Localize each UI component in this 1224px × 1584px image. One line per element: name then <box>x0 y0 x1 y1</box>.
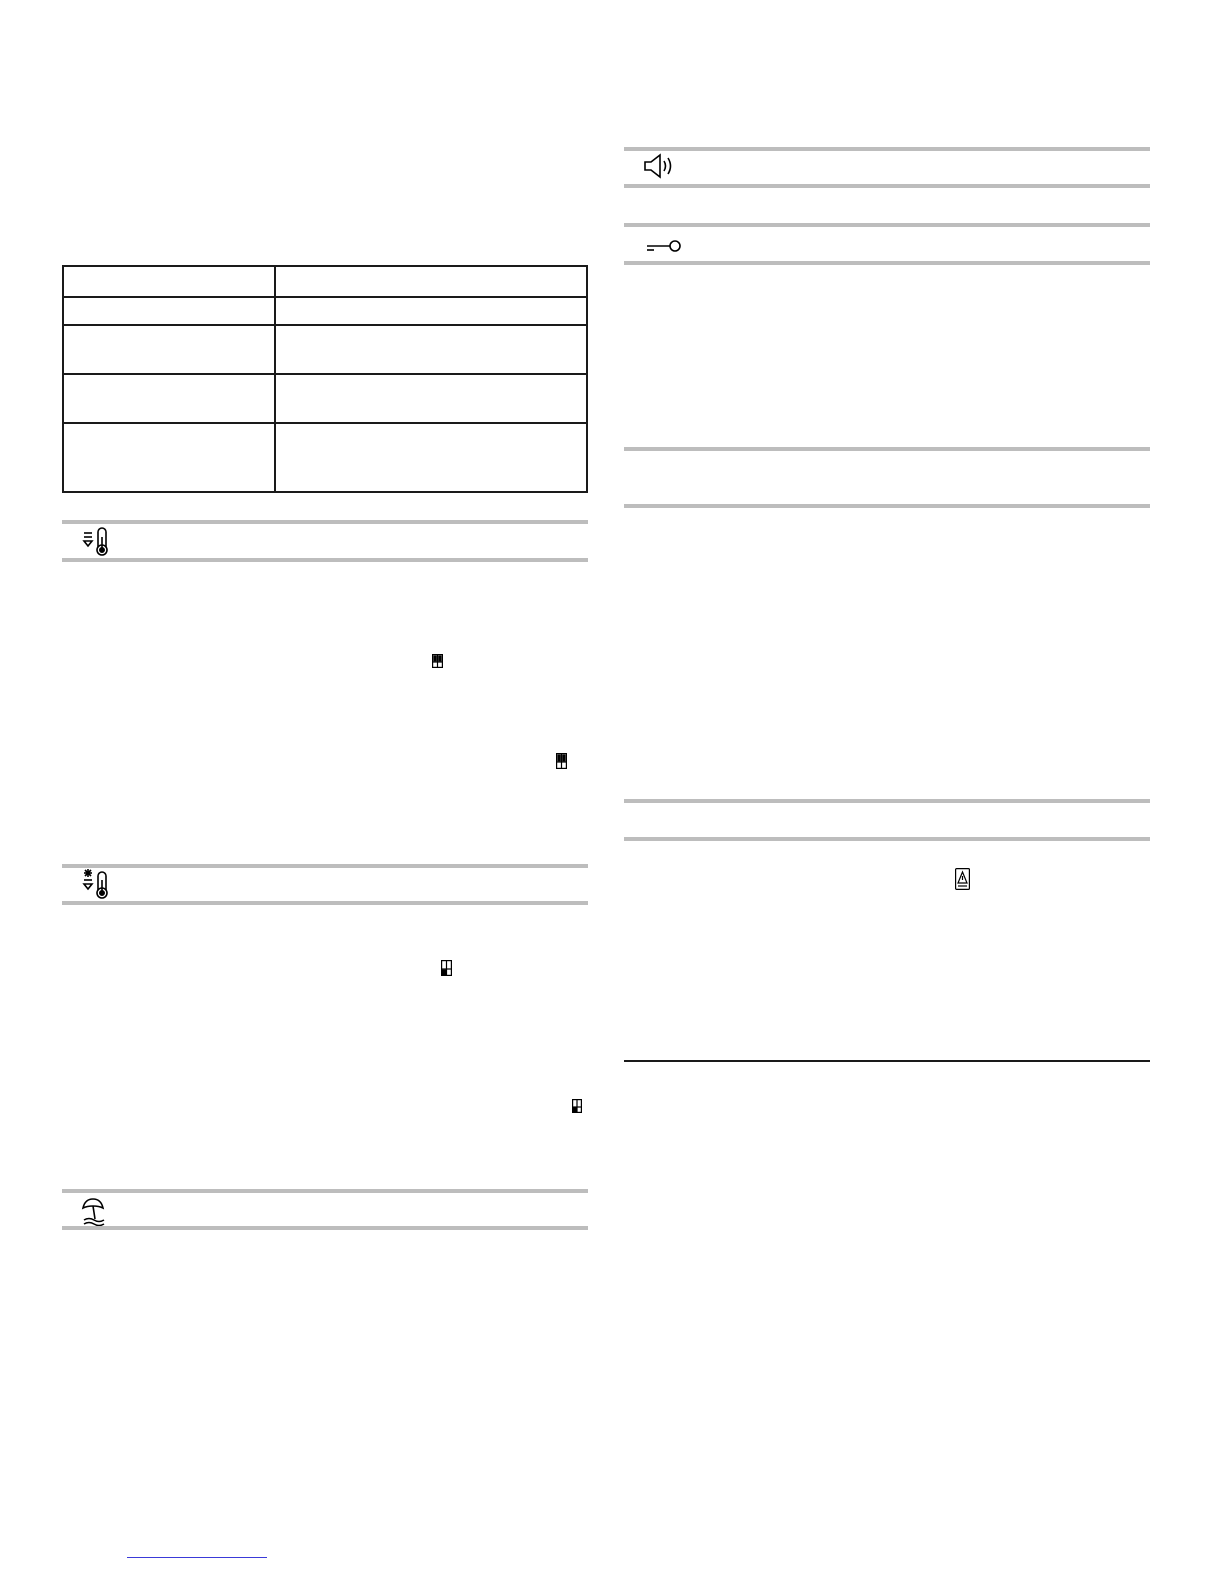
section-rule-bottom <box>624 504 1150 508</box>
section-rule-bottom <box>62 901 588 905</box>
table-cell <box>275 325 587 374</box>
fast-freeze-thermometer-icon <box>82 868 112 900</box>
table-cell <box>275 297 587 325</box>
table-cell <box>63 266 275 297</box>
section-rule-bottom <box>624 261 1150 265</box>
section-rule-top <box>62 864 588 868</box>
freezer-door-icon <box>441 960 452 976</box>
fast-cool-thermometer-icon <box>82 527 112 557</box>
section-rule-top <box>62 520 588 524</box>
table-row <box>63 266 587 297</box>
table-cell <box>275 374 587 423</box>
section-rule-bottom <box>62 1226 588 1230</box>
section-rule-top <box>624 147 1150 151</box>
section-rule-top <box>624 447 1150 451</box>
table-row <box>63 297 587 325</box>
section-rule-bottom <box>62 558 588 562</box>
settings-table <box>62 265 588 493</box>
section-rule-bottom <box>624 184 1150 188</box>
table-cell <box>63 325 275 374</box>
table-row <box>63 374 587 423</box>
section-rule-top <box>624 799 1150 803</box>
table-row <box>63 325 587 374</box>
table-cell <box>63 374 275 423</box>
table-cell <box>63 423 275 492</box>
section-divider <box>624 1060 1150 1062</box>
refrigerator-door-icon <box>432 654 443 668</box>
lock-key-icon <box>646 236 682 256</box>
refrigerator-door-icon <box>556 753 567 769</box>
table-cell <box>63 297 275 325</box>
speaker-sound-icon <box>642 152 676 180</box>
table-cell <box>275 423 587 492</box>
section-rule-top <box>62 1189 588 1193</box>
table-row <box>63 423 587 492</box>
section-rule-bottom <box>624 837 1150 841</box>
freezer-door-icon <box>572 1099 582 1113</box>
footer-link[interactable] <box>127 1557 267 1558</box>
section-rule-top <box>624 223 1150 227</box>
table-cell <box>275 266 587 297</box>
vacation-mode-icon <box>80 1196 110 1228</box>
filter-alert-icon <box>955 868 970 890</box>
